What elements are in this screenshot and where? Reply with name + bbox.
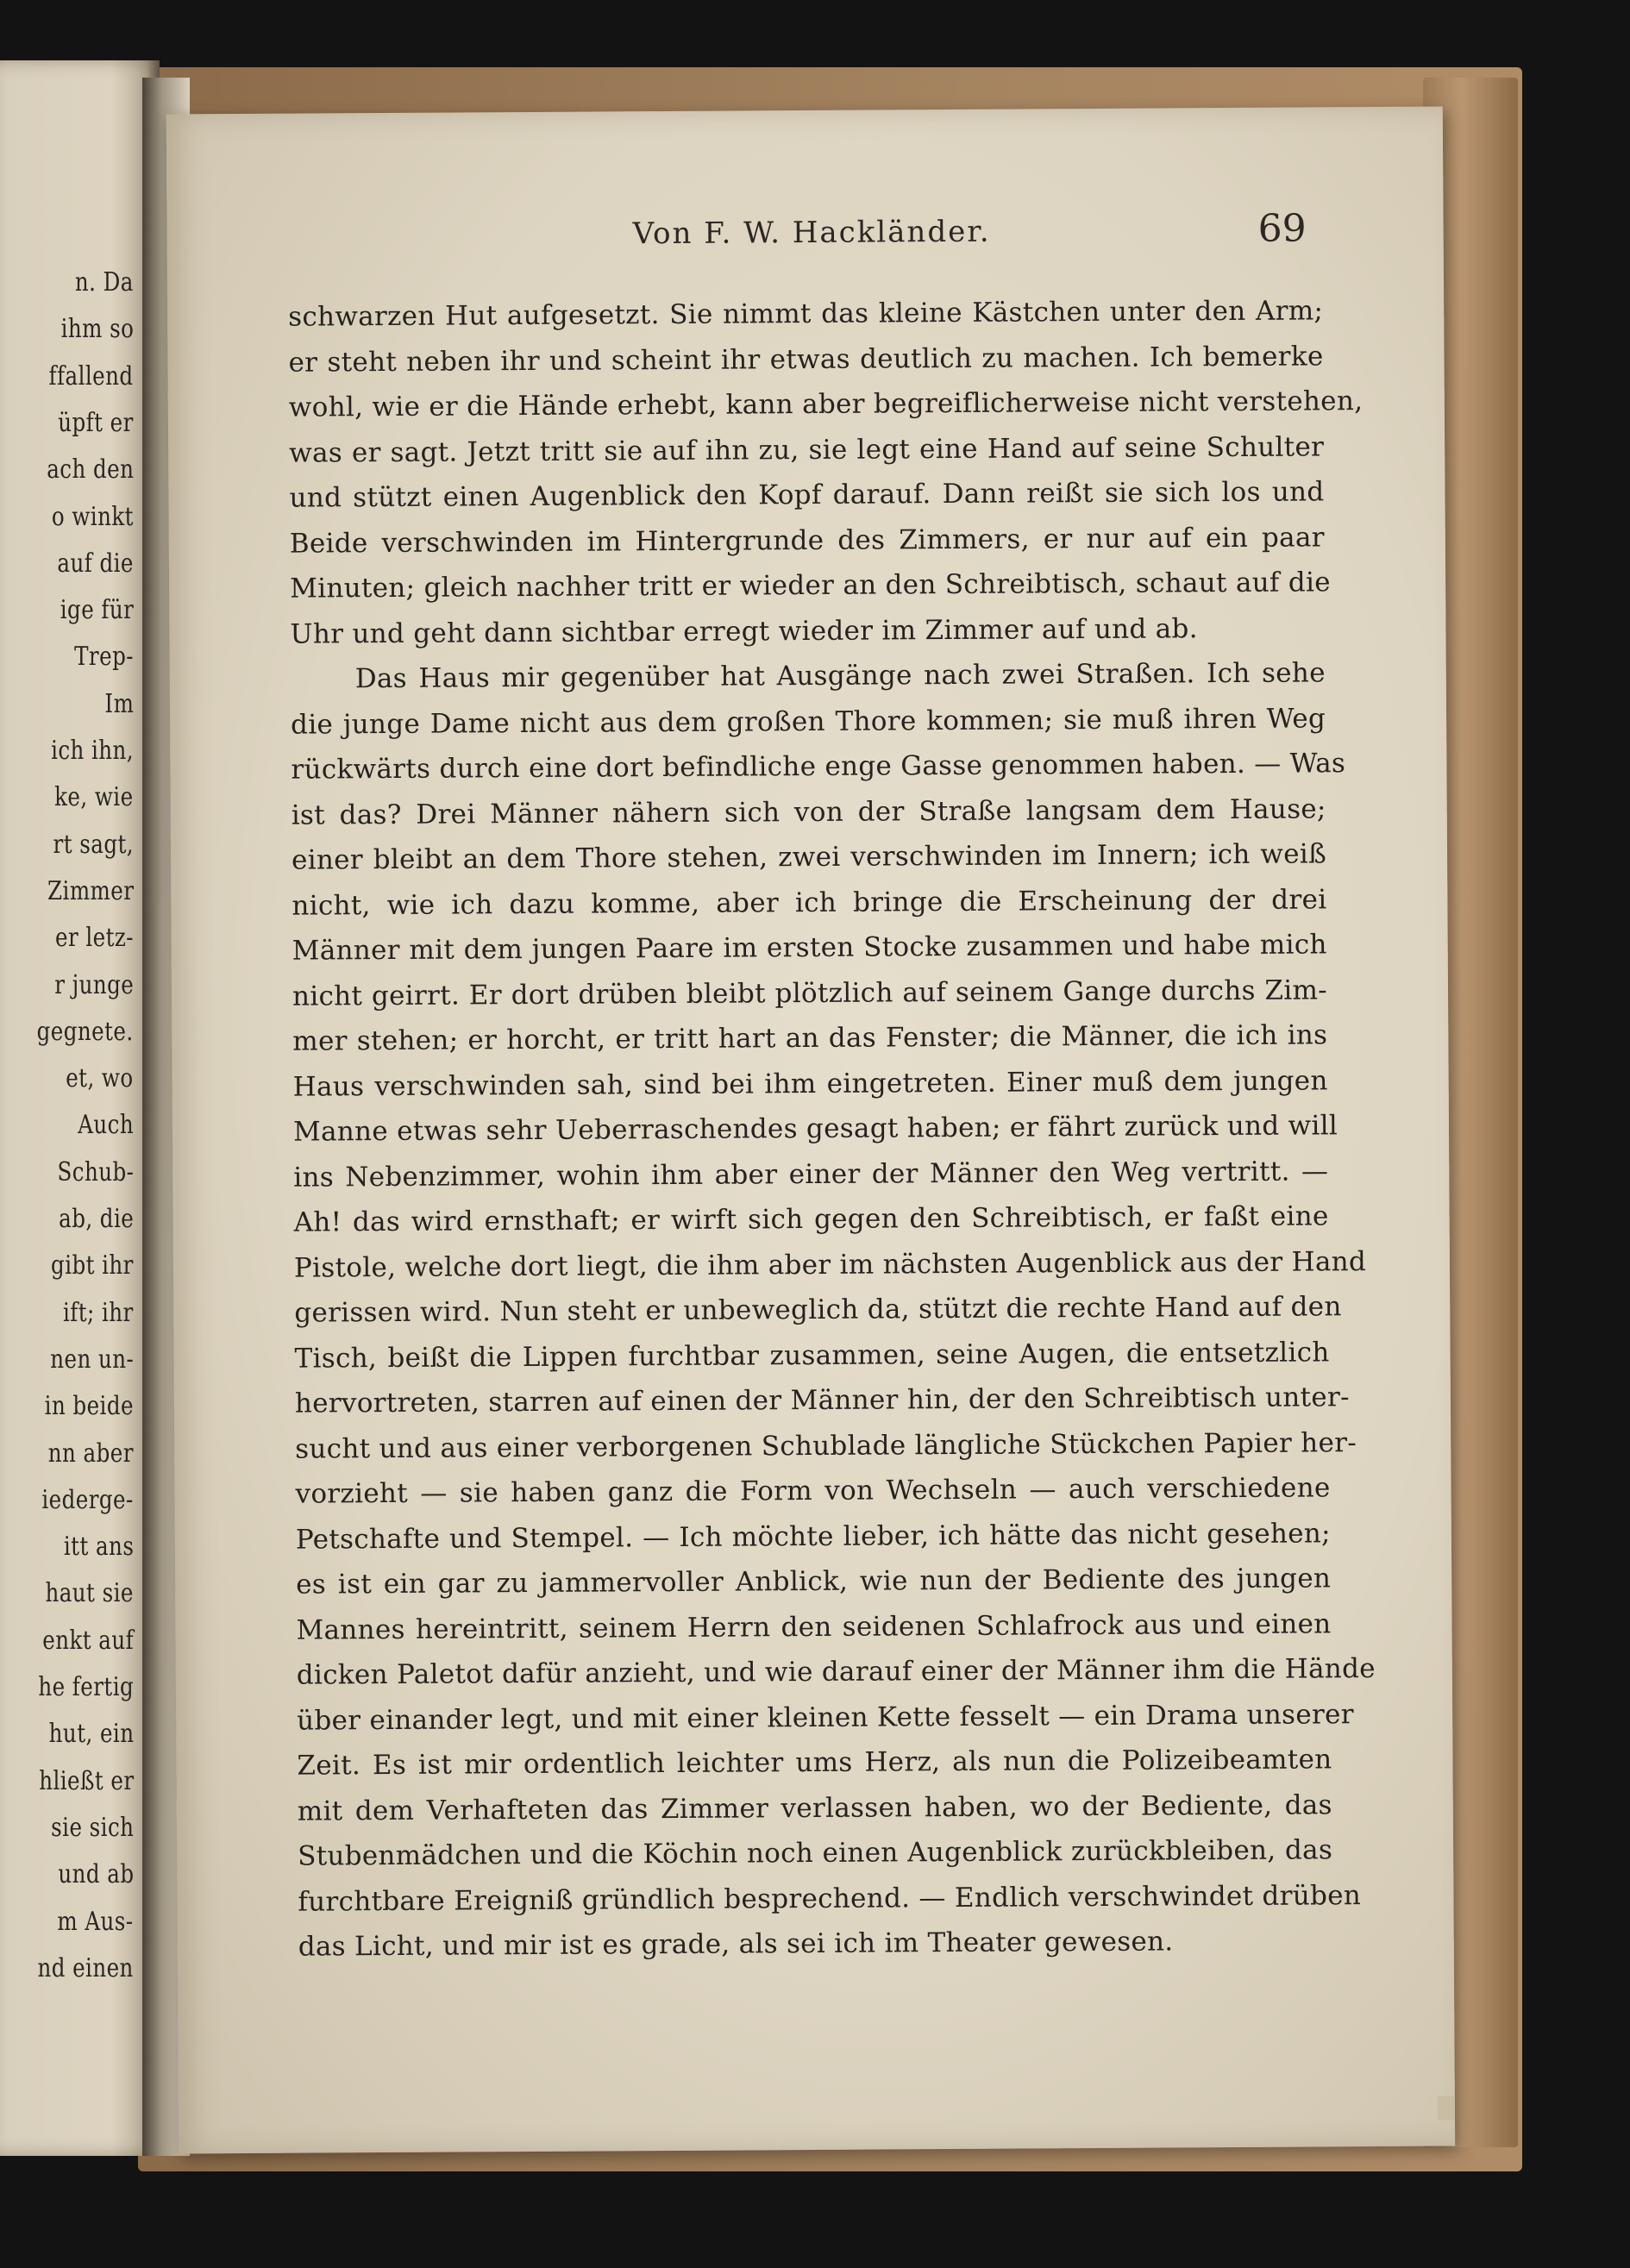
left-page-line-fragment: rt sagt,: [53, 829, 134, 860]
right-page: [166, 107, 1455, 2154]
text-line: gerissen wird. Nun steht er unbeweglich da, stützt die rechte Hand auf den: [294, 1291, 1342, 1329]
text-line: ins Nebenzimmer, wohin ihm aber einer der Männer den Weg vertritt. —: [293, 1155, 1329, 1194]
text-line: rückwärts durch eine dort befindliche enge Gasse genommen haben. — Was: [291, 748, 1346, 786]
text-line: Pistole, welche dort liegt, die ihm aber im nächsten Augenblick aus der Hand: [293, 1245, 1367, 1284]
text-line: er steht neben ihr und scheint ihr etwas deutlich zu machen. Ich bemerke: [288, 340, 1324, 379]
text-line: sucht und aus einer verborgenen Schublade längliche Stückchen Papier her-: [295, 1426, 1357, 1465]
text-line: Ah! das wird ernsthaft; er wirft sich gegen den Schreibtisch, er faßt eine: [293, 1200, 1329, 1238]
left-page-line-fragment: iederge-: [41, 1484, 134, 1515]
left-page-line-fragment: hließt er: [38, 1765, 134, 1796]
left-page-line-fragment: gegnete.: [36, 1016, 134, 1047]
text-line: Das Haus mir gegenüber hat Ausgänge nach zwei Straßen. Ich sehe: [354, 657, 1326, 695]
running-head: Von F. W. Hackländer.: [632, 214, 991, 252]
left-page-line-fragment: und ab: [57, 1859, 134, 1890]
left-page-line-fragment: nn aber: [47, 1438, 134, 1469]
text-line: was er sagt. Jetzt tritt sie auf ihn zu, sie legt eine Hand auf seine Schulter: [289, 430, 1325, 469]
left-page-fragment: [0, 60, 160, 2156]
text-line: Petschafte und Stempel. — Ich möchte lieber, ich hätte das nicht gesehen;: [295, 1517, 1331, 1556]
left-page-line-fragment: ffallend: [48, 360, 134, 392]
left-page-line-fragment: er letz-: [54, 923, 134, 954]
text-line: Manne etwas sehr Ueberraschendes gesagt haben; er fährt zurück und will: [292, 1110, 1338, 1148]
text-line: das Licht, und mir ist es grade, als sei ich im Theater gewesen.: [298, 1926, 1174, 1963]
text-line: Uhr und geht dann sichtbar erregt wieder im Zimmer auf und ab.: [290, 612, 1198, 650]
left-page-line-fragment: gibt ihr: [51, 1250, 134, 1281]
left-page-line-fragment: Trep-: [74, 642, 134, 673]
text-line: nicht, wie ich dazu komme, aber ich bringe die Erscheinung der drei: [292, 883, 1327, 922]
left-page-line-fragment: üpft er: [58, 407, 134, 438]
left-page-line-fragment: Im: [104, 688, 134, 719]
left-page-line-fragment: ift; ihr: [63, 1297, 134, 1328]
text-line: es ist ein gar zu jammervoller Anblick, wie nun der Bediente des jungen: [296, 1563, 1332, 1601]
text-line: die junge Dame nicht aus dem großen Thore kommen; sie muß ihren Weg: [291, 702, 1326, 741]
page-corner: [1438, 2096, 1455, 2120]
left-page-line-fragment: o winkt: [51, 501, 134, 532]
text-line: wohl, wie er die Hände erhebt, kann aber begreiflicherweise nicht verstehen,: [288, 385, 1364, 423]
left-page-line-fragment: m Aus-: [57, 1906, 134, 1937]
text-line: Männer mit dem jungen Paare im ersten Stocke zusammen und habe mich: [292, 929, 1327, 967]
text-line: Tisch, beißt die Lippen furchtbar zusammen, seine Augen, die entsetzlich: [294, 1336, 1330, 1375]
text-line: schwarzen Hut aufgesetzt. Sie nimmt das kleine Kästchen unter den Arm;: [288, 295, 1324, 333]
text-line: Stubenmädchen und die Köchin noch einen Augenblick zurückbleiben, das: [298, 1834, 1333, 1872]
text-line: Zeit. Es ist mir ordentlich leichter ums Herz, als nun die Polizeibeamten: [297, 1744, 1332, 1782]
text-line: über einander legt, und mit einer kleinen Kette fesselt — ein Drama unserer: [297, 1698, 1354, 1737]
left-page-line-fragment: ke, wie: [54, 782, 134, 813]
left-page-line-fragment: r junge: [53, 969, 134, 1000]
left-page-line-fragment: hut, ein: [48, 1719, 134, 1750]
left-page-line-fragment: nd einen: [37, 1952, 134, 1983]
text-line: und stützt einen Augenblick den Kopf darauf. Dann reißt sie sich los und: [289, 476, 1325, 514]
left-page-line-fragment: ihm so: [60, 314, 134, 345]
left-page-line-fragment: ich ihn,: [51, 736, 134, 766]
left-page-line-fragment: ach den: [46, 454, 134, 486]
left-page-line-fragment: Schub-: [57, 1156, 134, 1187]
left-page-line-fragment: ab, die: [58, 1204, 134, 1234]
text-line: Beide verschwinden im Hintergrunde des Zimmers, er nur auf ein paar: [289, 521, 1325, 560]
text-line: ist das? Drei Männer nähern sich von der Straße langsam dem Hause;: [291, 793, 1326, 831]
left-page-line-fragment: Auch: [78, 1110, 134, 1141]
left-page-line-fragment: itt ans: [63, 1532, 134, 1563]
left-page-line-fragment: ige für: [60, 595, 134, 626]
text-line: Haus verschwinden sah, sind bei ihm eingetreten. Einer muß dem jungen: [292, 1064, 1328, 1103]
body-text: [288, 288, 1376, 1970]
left-page-line-fragment: he fertig: [38, 1672, 134, 1702]
left-page-line-fragment: haut sie: [45, 1578, 134, 1609]
text-line: mit dem Verhafteten das Zimmer verlassen haben, wo der Bediente, das: [297, 1789, 1332, 1827]
text-line: furchtbare Ereigniß gründlich besprechend. — Endlich verschwindet drüben: [298, 1879, 1362, 1918]
page-number: 69: [1257, 206, 1307, 251]
left-page-line-fragment: nen un-: [50, 1344, 134, 1375]
left-page-line-fragment: in beide: [44, 1391, 134, 1422]
text-line: mer stehen; er horcht, er tritt hart an das Fenster; die Männer, die ich ins: [292, 1019, 1328, 1057]
text-line: Mannes hereintritt, seinem Herrn den seidenen Schlafrock aus und einen: [296, 1607, 1332, 1646]
text-line: Minuten; gleich nachher tritt er wieder an den Schreibtisch, schaut auf die: [290, 567, 1331, 605]
left-page-line-fragment: sie sich: [50, 1812, 134, 1843]
left-page-line-fragment: auf die: [57, 548, 134, 579]
text-line: vorzieht — sie haben ganz die Form von Wechseln — auch verschiedene: [295, 1472, 1331, 1510]
text-line: nicht geirrt. Er dort drüben bleibt plötzlich auf seinem Gange durchs Zim-: [292, 974, 1328, 1012]
left-page-line-fragment: et, wo: [66, 1063, 134, 1094]
text-line: dicken Paletot dafür anzieht, und wie darauf einer der Männer ihm die Hände: [296, 1653, 1376, 1691]
left-page-line-fragment: Zimmer: [47, 875, 134, 906]
text-line: einer bleibt an dem Thore stehen, zwei verschwinden im Innern; ich weiß: [291, 838, 1327, 876]
text-line: hervortreten, starren auf einen der Männer hin, der den Schreibtisch unter-: [294, 1381, 1350, 1419]
left-page-line-fragment: enkt auf: [42, 1625, 134, 1656]
left-page-line-fragment: n. Da: [75, 267, 134, 298]
